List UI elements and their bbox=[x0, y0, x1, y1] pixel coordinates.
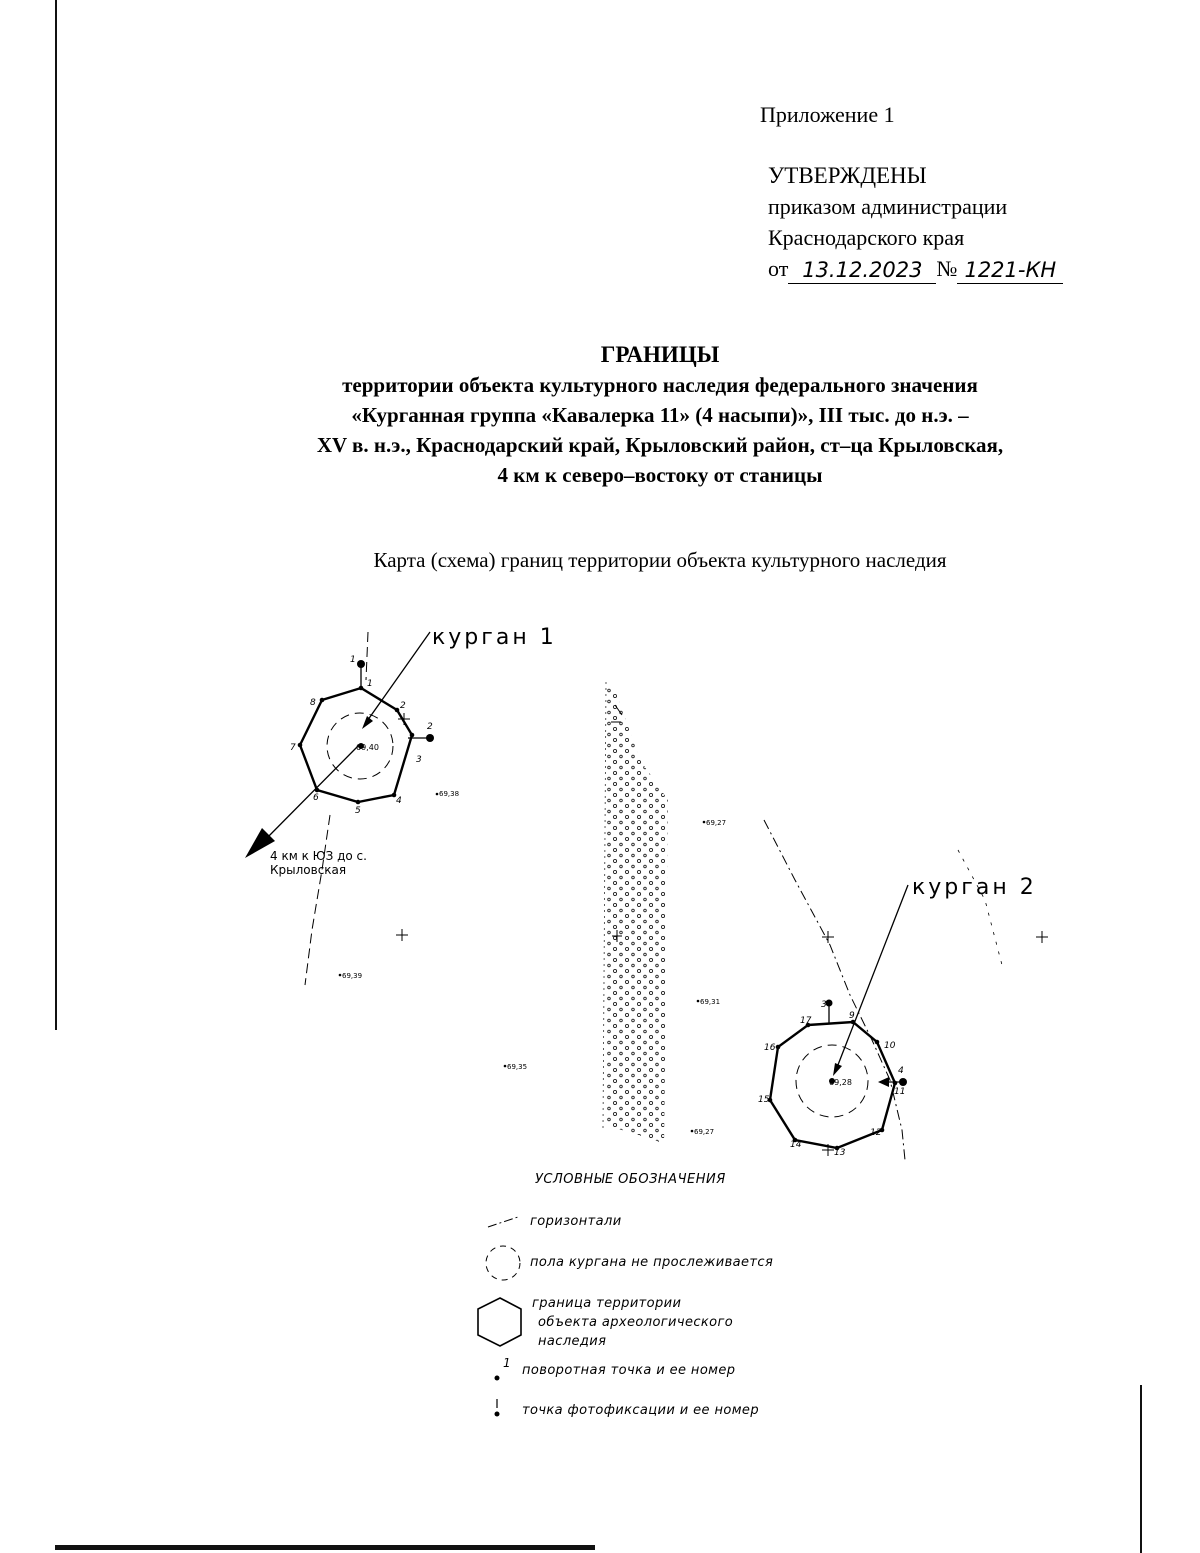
direction-label-2: Крыловская bbox=[270, 863, 347, 877]
boundary-map bbox=[0, 600, 1200, 1200]
elevation-3: 69,39 bbox=[342, 972, 363, 980]
k1-point-7: 7 bbox=[290, 743, 296, 753]
legend-symbols bbox=[470, 1205, 530, 1425]
k1-point-8: 8 bbox=[310, 698, 316, 708]
legend-title: УСЛОВНЫЕ ОБОЗНАЧЕНИЯ bbox=[535, 1172, 726, 1187]
elevation-5: 69,35 bbox=[507, 1063, 528, 1071]
direction-label-1: 4 км к ЮЗ до с. bbox=[270, 849, 367, 863]
title-line-2: территории объекта культурного наследия федерального значения bbox=[342, 373, 978, 397]
legend-mound-edge: пола кургана не прослеживается bbox=[530, 1255, 774, 1270]
appendix-label: Приложение 1 bbox=[760, 102, 895, 127]
document-title bbox=[120, 340, 1200, 490]
approved-line-2: приказом администрации bbox=[768, 194, 1008, 219]
date-number-line bbox=[768, 253, 1063, 284]
k1-photo-1: 1 bbox=[350, 655, 356, 665]
legend-contours: горизонтали bbox=[530, 1214, 622, 1229]
legend-photo-point-symbol bbox=[495, 1412, 500, 1417]
approval-block bbox=[768, 160, 1063, 284]
k1-point-2: 2 bbox=[400, 701, 406, 711]
approved-title: УТВЕРЖДЕНЫ bbox=[768, 163, 927, 188]
k2-point-9: 9 bbox=[849, 1011, 855, 1021]
date-value: 13.12.2023 bbox=[788, 257, 936, 284]
kurgan-1-label: курган 1 bbox=[432, 625, 557, 650]
legend-boundary-2: объекта археологического bbox=[538, 1315, 734, 1330]
k2-point-10: 10 bbox=[884, 1041, 896, 1051]
title-line-4: XV в. н.э., Краснодарский край, Крыловский район, ст–ца Крыловская, bbox=[316, 433, 1004, 457]
legend-turn-point-num: 1 bbox=[503, 1356, 512, 1370]
k2-photo-4: 4 bbox=[898, 1066, 904, 1076]
elevation-4: 69,31 bbox=[700, 998, 721, 1006]
k2-point-17: 17 bbox=[800, 1016, 812, 1026]
k1-point-4: 4 bbox=[396, 796, 402, 806]
k2-point-13: 13 bbox=[834, 1148, 846, 1158]
date-prefix: от bbox=[768, 256, 789, 281]
elevation-1: 69,38 bbox=[439, 790, 460, 798]
k2-point-14: 14 bbox=[790, 1140, 802, 1150]
k1-point-1: 1 bbox=[367, 679, 373, 689]
legend-boundary-1: граница территории bbox=[532, 1296, 682, 1311]
scan-border-bottom bbox=[55, 1545, 595, 1550]
elevation-2: 69,27 bbox=[706, 819, 727, 827]
k1-point-3: 3 bbox=[416, 755, 422, 765]
k2-point-15: 15 bbox=[758, 1095, 770, 1105]
number-prefix: № bbox=[936, 256, 958, 281]
legend-turn-point: поворотная точка и ее номер bbox=[522, 1363, 736, 1378]
k2-center-elevation: 69,28 bbox=[829, 1078, 852, 1087]
legend-mound-symbol bbox=[486, 1246, 520, 1280]
title-line-3: «Курганная группа «Кавалерка 11» (4 насыпи)», III тыс. до н.э. – bbox=[351, 403, 969, 427]
k2-point-16: 16 bbox=[764, 1043, 776, 1053]
scan-border-right bbox=[1140, 1385, 1142, 1553]
k2-photo-3: 3 bbox=[821, 1000, 827, 1010]
title-line-5: 4 км к северо–востоку от станицы bbox=[497, 463, 823, 487]
legend-contour-symbol bbox=[488, 1217, 518, 1227]
legend-photo-point: точка фотофиксации и ее номер bbox=[522, 1403, 759, 1418]
grid-crosses bbox=[396, 713, 1048, 1156]
k2-point-12: 12 bbox=[870, 1128, 882, 1138]
contour-line-right bbox=[764, 820, 905, 1160]
title-line-1: ГРАНИЦЫ bbox=[600, 342, 720, 367]
number-value: 1221-КН bbox=[957, 257, 1063, 284]
k1-point-6: 6 bbox=[313, 793, 319, 803]
kurgan-1 bbox=[245, 625, 557, 877]
k1-point-5: 5 bbox=[355, 806, 361, 816]
approved-line-3: Краснодарского края bbox=[768, 225, 965, 250]
elevation-6: 69,27 bbox=[694, 1128, 715, 1136]
kurgan-2-label: курган 2 bbox=[912, 875, 1037, 900]
legend-boundary-symbol bbox=[478, 1298, 521, 1346]
k1-center-elevation: 69,40 bbox=[356, 743, 379, 752]
legend-boundary-3: наследия bbox=[538, 1334, 607, 1349]
kurgan-2 bbox=[758, 875, 1037, 1158]
contour-line-right-2 bbox=[958, 850, 1002, 965]
dotted-strip bbox=[605, 682, 668, 1145]
k2-point-11: 11 bbox=[894, 1087, 906, 1097]
map-subtitle: Карта (схема) границ территории объекта культурного наследия bbox=[373, 548, 947, 572]
legend-turn-point-symbol bbox=[495, 1376, 500, 1381]
k1-photo-2: 2 bbox=[427, 722, 433, 732]
